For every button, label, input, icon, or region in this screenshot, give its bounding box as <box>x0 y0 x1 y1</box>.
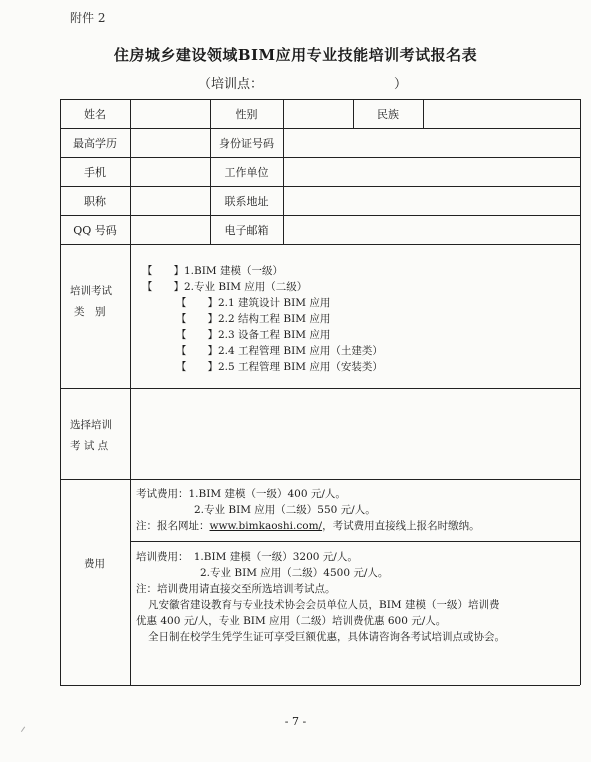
address-label: 联系地址 <box>224 194 269 208</box>
gender-label: 性别 <box>235 107 258 121</box>
training-site-label: （培训点： <box>198 77 264 92</box>
registration-url-link[interactable]: www.bimkaoshi.com/ <box>209 520 323 532</box>
training-fee-line6: 全日制在校学生凭学生证可享受巨额优惠，具体请咨询各考试培训点或协会。 <box>148 631 505 643</box>
employer-field[interactable] <box>283 157 580 186</box>
exam-fee-note-prefix: 注：报名网址： <box>136 520 210 532</box>
email-field[interactable] <box>283 215 580 244</box>
employer-label: 工作单位 <box>224 165 269 179</box>
gender-field[interactable] <box>283 99 353 128</box>
training-fee-line5: 优惠 400 元/人，专业 BIM 应用（二级）培训费优惠 600 元/人。 <box>136 615 447 627</box>
form-title: 住房城乡建设领域BIM应用专业技能培训考试报名表 <box>113 46 478 64</box>
qq-label: QQ 号码 <box>73 223 117 237</box>
education-field[interactable] <box>130 128 210 157</box>
fees-label: 费用 <box>84 558 105 570</box>
category-option-equipment[interactable]: 【 】2.3 设备工程 BIM 应用 <box>176 329 331 341</box>
exam-fee-note <box>136 518 480 533</box>
exam-fee-line1: 考试费用：1.BIM 建模（一级）400 元/人。 <box>136 488 346 500</box>
education-label: 最高学历 <box>73 136 117 150</box>
name-label: 姓名 <box>84 107 106 121</box>
job-title-field[interactable] <box>130 186 210 215</box>
category-option-professional-bim[interactable]: 【 】2.专业 BIM 应用（二级） <box>142 281 308 293</box>
name-field[interactable] <box>130 99 210 128</box>
category-label-line1: 培训考试 <box>70 285 112 297</box>
id-number-label: 身份证号码 <box>219 136 274 150</box>
category-label-line2: 类 别 <box>74 306 106 318</box>
site-label-line2: 考 试 点 <box>70 440 109 452</box>
id-number-field[interactable] <box>283 128 580 157</box>
training-site-close: ） <box>394 77 408 92</box>
site-label-line1: 选择培训 <box>70 419 112 431</box>
email-label: 电子邮箱 <box>224 223 269 237</box>
training-fee-line1: 培训费用： 1.BIM 建模（一级）3200 元/人。 <box>136 551 358 563</box>
training-fee-line4: 凡安徽省建设教育与专业技术协会会员单位人员，BIM 建模（一级）培训费 <box>148 599 500 611</box>
ethnicity-label: 民族 <box>377 107 399 121</box>
address-field[interactable] <box>283 186 580 215</box>
training-site-line <box>198 73 408 92</box>
category-option-architecture[interactable]: 【 】2.1 建筑设计 BIM 应用 <box>176 297 331 309</box>
attachment-label: 附件 2 <box>70 11 106 25</box>
category-option-management-install[interactable]: 【 】2.5 工程管理 BIM 应用（安装类） <box>176 361 383 373</box>
site-field[interactable] <box>130 388 580 479</box>
exam-fee-note-suffix: ，考试费用直接线上报名时缴纳。 <box>322 520 480 532</box>
page-number: - 7 - <box>284 715 307 728</box>
category-option-structure[interactable]: 【 】2.2 结构工程 BIM 应用 <box>176 313 331 325</box>
phone-field[interactable] <box>130 157 210 186</box>
job-title-label: 职称 <box>84 194 106 208</box>
phone-label: 手机 <box>84 165 106 179</box>
training-fee-line2: 2.专业 BIM 应用（二级）4500 元/人。 <box>200 567 389 579</box>
exam-fee-line2: 2.专业 BIM 应用（二级）550 元/人。 <box>194 504 376 516</box>
qq-field[interactable] <box>130 215 210 244</box>
category-option-management-civil[interactable]: 【 】2.4 工程管理 BIM 应用（土建类） <box>176 345 383 357</box>
training-fee-line3: 注：培训费用请直接交至所选培训考试点。 <box>136 583 336 595</box>
ethnicity-field[interactable] <box>423 99 580 128</box>
category-option-bim-modeling[interactable]: 【 】1.BIM 建模（一级） <box>142 265 283 277</box>
